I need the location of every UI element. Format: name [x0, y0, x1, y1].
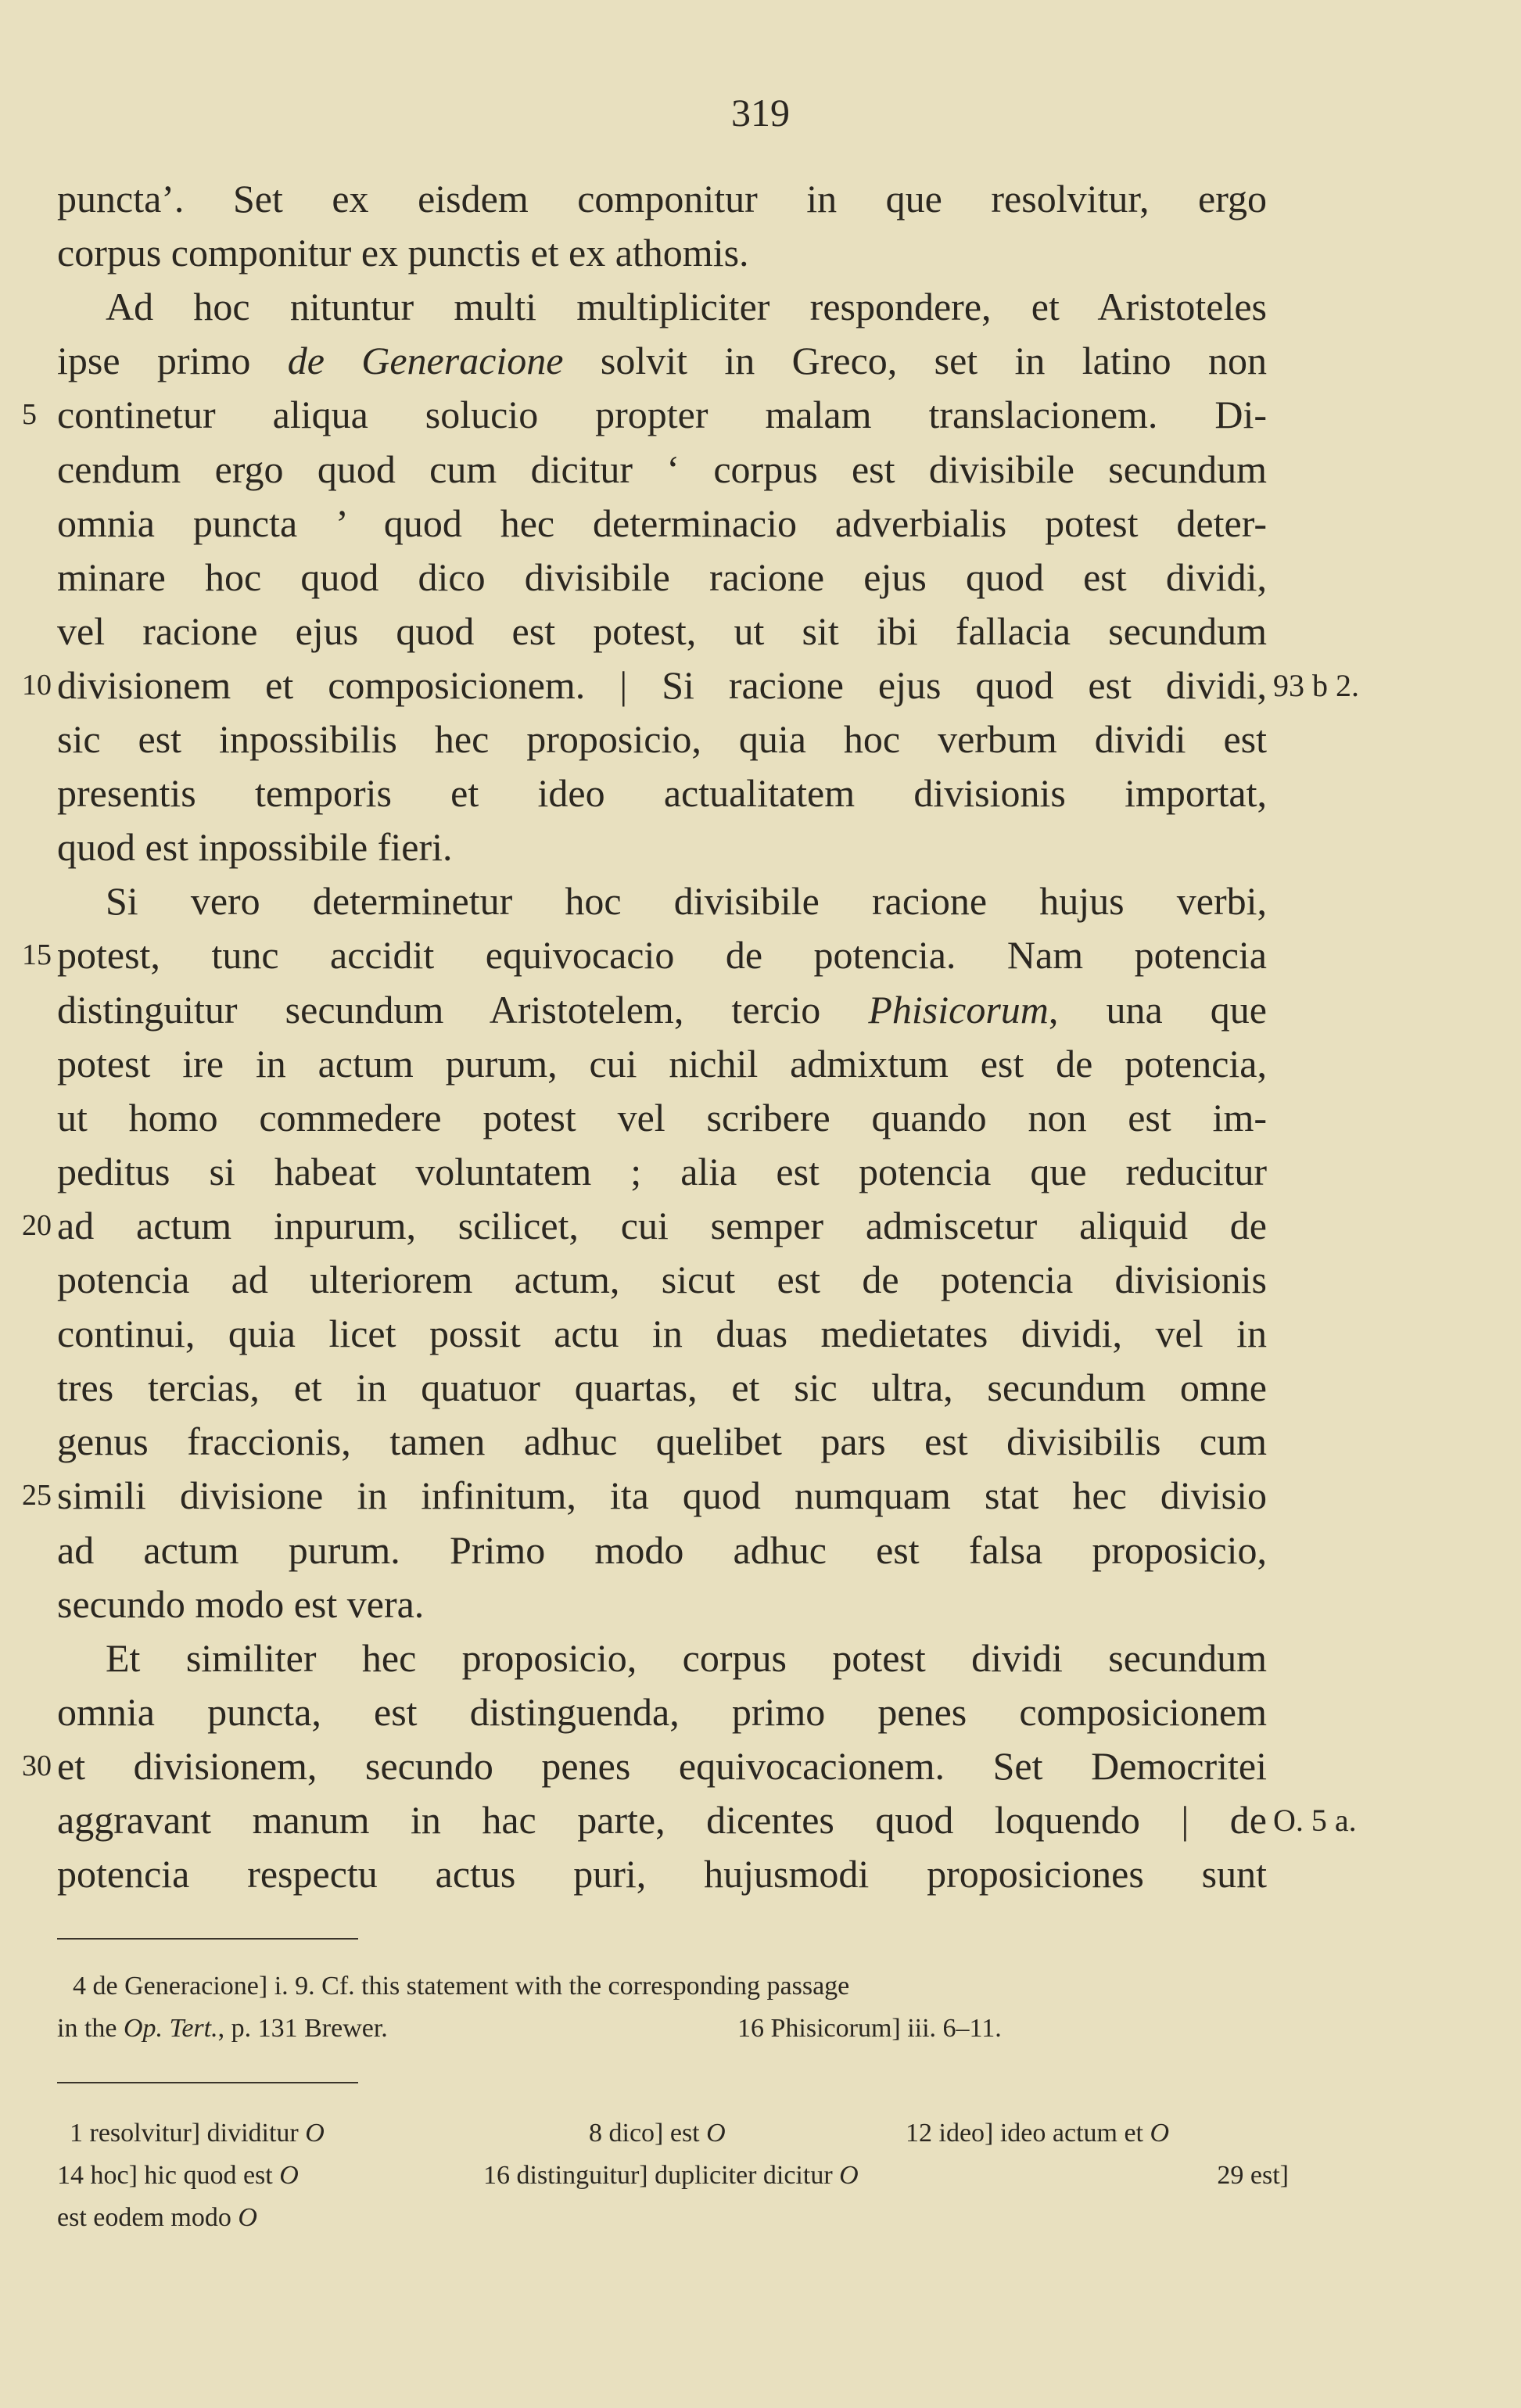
text-segment: 16 distinguitur] dupliciter dicitur: [483, 2161, 840, 2190]
text-segment: Et similiter hec proposicio, corpus potest dividi secundum: [106, 1635, 1267, 1680]
text-segment: Si vero determinetur hoc divisibile racione hujus verbi,: [106, 879, 1267, 924]
text-segment: est eodem modo: [57, 2203, 239, 2232]
text-segment: sic est inpossibilis hec proposicio, quia hoc verbum dividi est: [57, 717, 1267, 761]
italic-text: O: [706, 2119, 726, 2148]
footnote-row: [57, 2007, 1285, 2050]
italic-text: Op. Tert.: [123, 2014, 218, 2043]
text-segment: minare hoc quod dico divisibile racione ejus quod est dividi,: [57, 554, 1267, 599]
text-line: [57, 874, 1267, 928]
text-segment: secundo modo est vera.: [57, 1581, 425, 1626]
folio-reference: 93 b 2.: [1273, 667, 1359, 703]
text-line: [57, 1415, 1267, 1469]
text-line: [57, 712, 1267, 766]
text-segment: potencia respectu actus puri, hujusmodi proposiciones sunt: [57, 1852, 1267, 1897]
line-number: 5: [22, 398, 37, 432]
text-line: [57, 551, 1267, 605]
line-number: 10: [22, 668, 52, 702]
text-segment: distinguitur secundum Aristotelem, tercio: [57, 987, 869, 1032]
footnote-rule: [57, 1938, 358, 1940]
text-line: [57, 1361, 1267, 1415]
text-segment: corpus componitur ex punctis et ex athomis.: [57, 231, 749, 275]
text-line: [57, 1307, 1267, 1361]
text-line: [57, 172, 1267, 226]
page-number: 319: [731, 91, 790, 135]
text-line: [57, 928, 1267, 982]
apparatus-rule: [57, 2082, 358, 2083]
text-line: [57, 334, 1267, 388]
variant-note: [589, 2112, 726, 2155]
text-line: [57, 1793, 1267, 1847]
footnote: [737, 2007, 1002, 2050]
footnote: [57, 2007, 388, 2050]
text-line: [57, 280, 1267, 334]
text-line: [57, 1469, 1267, 1523]
text-line: [57, 1685, 1267, 1739]
text-segment: tres tercias, et in quatuor quartas, et sic ultra, secundum omne: [57, 1365, 1267, 1410]
italic-text: O: [279, 2161, 299, 2190]
footnote-row: [57, 1965, 1285, 2008]
text-segment: ad actum purum. Primo modo adhuc est falsa proposicio,: [57, 1527, 1267, 1572]
text-segment: cendum ergo quod cum dicitur ‘ corpus est divisibile secundum: [57, 447, 1267, 491]
variant-note-row: [57, 2154, 1289, 2197]
line-number: 15: [22, 938, 52, 972]
text-line: [57, 1523, 1267, 1577]
text-line: [57, 1145, 1267, 1199]
text-line: [57, 497, 1267, 551]
text-line: [57, 443, 1267, 497]
variant-note: [57, 2196, 257, 2239]
variant-note: [906, 2112, 1169, 2155]
line-number: 30: [22, 1749, 52, 1782]
italic-text: O: [305, 2119, 325, 2148]
text-segment: genus fraccionis, tamen adhuc quelibet pars est divisibilis cum: [57, 1419, 1267, 1464]
text-line: [57, 388, 1267, 442]
folio-reference: O. 5 a.: [1273, 1803, 1357, 1838]
text-line: [57, 226, 1267, 280]
text-segment: quod est inpossibile fieri.: [57, 825, 453, 870]
line-number: 25: [22, 1479, 52, 1513]
text-segment: in the: [57, 2014, 124, 2043]
text-line: [57, 659, 1267, 712]
text-segment: continui, quia licet possit actu in duas medietates dividi, vel in: [57, 1312, 1267, 1356]
text-segment: ipse primo: [57, 339, 288, 383]
variant-note: [57, 2154, 299, 2197]
variant-note-row: [57, 2112, 1285, 2155]
text-segment: 8 dico] est: [589, 2119, 707, 2148]
text-segment: simili divisione in infinitum, ita quod numquam stat hec divisio: [57, 1473, 1267, 1518]
text-segment: ut homo commedere potest vel scribere quando non est im-: [57, 1095, 1267, 1139]
text-line: [57, 1091, 1267, 1145]
text-line: [57, 766, 1267, 820]
text-segment: presentis temporis et ideo actualitatem divisionis importat,: [57, 771, 1267, 816]
italic-text: O: [1150, 2119, 1170, 2148]
text-segment: omnia puncta ’ quod hec determinacio adverbialis potest deter-: [57, 501, 1267, 545]
text-segment: omnia puncta, est distinguenda, primo penes composicionem: [57, 1689, 1267, 1734]
text-line: [57, 1847, 1267, 1901]
text-line: [57, 820, 1267, 874]
text-segment: aggravant manum in hac parte, dicentes quod loquendo | de: [57, 1798, 1267, 1842]
text-segment: Ad hoc nituntur multi multipliciter respondere, et Aristoteles: [106, 285, 1267, 329]
text-line: [57, 605, 1267, 659]
footnote: [73, 1965, 849, 2008]
variant-note-row: [57, 2196, 1285, 2239]
italic-text: Phisicorum: [868, 987, 1049, 1032]
text-segment: 12 ideo] ideo actum et: [906, 2119, 1150, 2148]
text-segment: , una que: [1048, 987, 1268, 1032]
text-segment: 16 Phisicorum] iii. 6–11.: [737, 2014, 1002, 2043]
italic-text: O: [238, 2203, 257, 2232]
text-segment: 14 hoc] hic quod est: [57, 2161, 280, 2190]
text-segment: divisionem et composicionem. | Si racione ejus quod est dividi,: [57, 662, 1267, 707]
text-segment: solvit in Greco, set in latino non: [563, 339, 1268, 383]
text-line: [57, 983, 1267, 1037]
variant-note: [483, 2154, 859, 2197]
italic-text: O: [839, 2161, 859, 2190]
text-line: [57, 1739, 1267, 1793]
variant-note: [70, 2112, 325, 2155]
text-line: [57, 1631, 1267, 1685]
text-segment: potest ire in actum purum, cui nichil admixtum est de potencia,: [57, 1041, 1267, 1086]
text-segment: puncta’. Set ex eisdem componitur in que resolvitur, ergo: [57, 177, 1267, 221]
text-line: [57, 1199, 1267, 1253]
text-segment: potencia ad ulteriorem actum, sicut est de potencia divisionis: [57, 1258, 1267, 1301]
text-segment: vel racione ejus quod est potest, ut sit ibi fallacia secundum: [57, 608, 1267, 653]
text-segment: potest, tunc accidit equivocacio de potencia. Nam potencia: [57, 933, 1267, 978]
text-segment: 4 de Generacione] i. 9. Cf. this statement with the corresponding passage: [73, 1972, 850, 2001]
text-line: [57, 1037, 1267, 1091]
text-segment: 29 est]: [1217, 2161, 1289, 2190]
text-line: [57, 1253, 1267, 1307]
text-segment: ad actum inpurum, scilicet, cui semper admiscetur aliquid de: [57, 1203, 1267, 1247]
variant-note: [1217, 2154, 1289, 2197]
text-segment: continetur aliqua solucio propter malam translacionem. Di-: [57, 393, 1267, 437]
line-number: 20: [22, 1208, 52, 1242]
text-segment: et divisionem, secundo penes equivocacionem. Set Democritei: [57, 1743, 1267, 1788]
text-segment: 1 resolvitur] dividitur: [70, 2119, 306, 2148]
text-segment: , p. 131 Brewer.: [217, 2014, 388, 2043]
italic-text: de Generacione: [287, 339, 564, 383]
text-segment: peditus si habeat voluntatem ; alia est potencia que reducitur: [57, 1149, 1267, 1193]
text-line: [57, 1577, 1267, 1631]
